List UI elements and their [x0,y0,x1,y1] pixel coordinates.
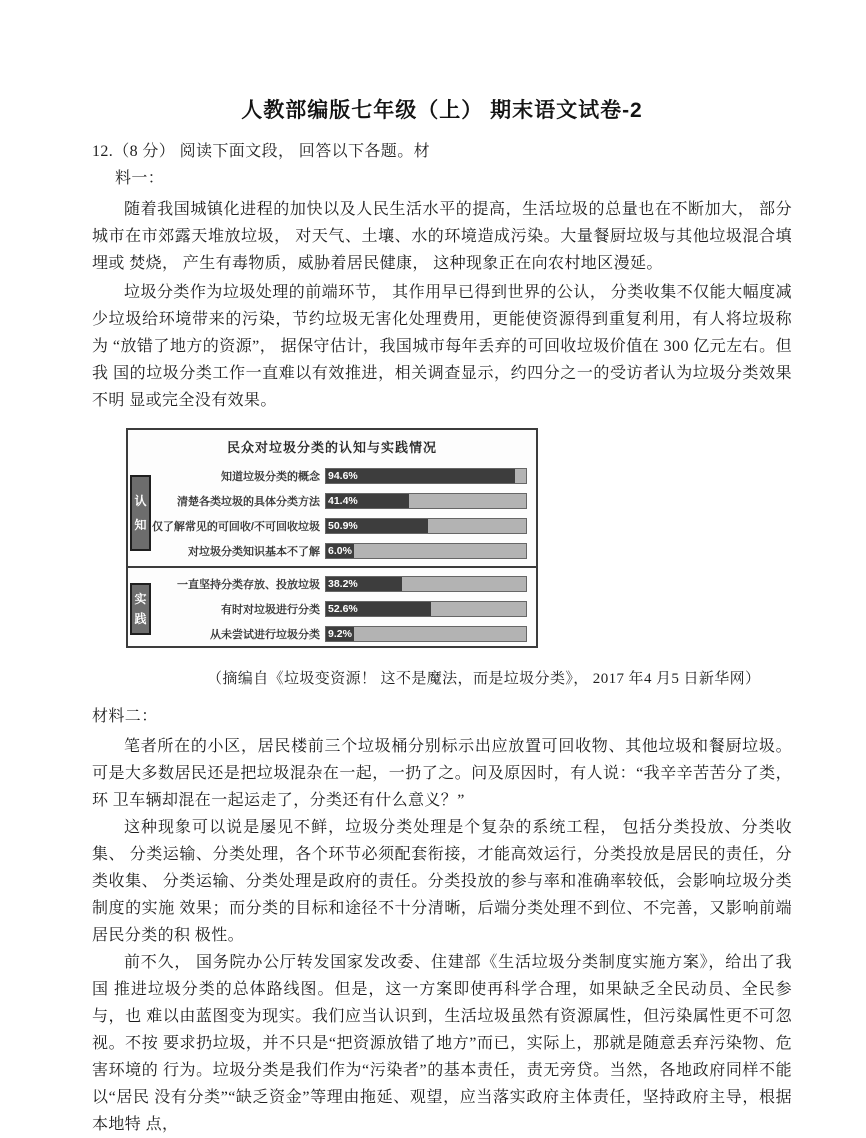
chart-row [152,601,536,617]
chart-row [152,576,536,592]
question-line: 12.（8 分） 阅读下面文段， 回答以下各题。材 [92,143,431,160]
bar-label: 有时对垃圾进行分类 [221,603,320,616]
bar-label: 从未尝试进行垃圾分类 [210,629,320,642]
question-block [92,138,792,192]
bar-label: 一直坚持分类存放、投放垃圾 [177,578,320,591]
group-label-column [128,568,152,650]
bar-value: 6.0% [328,544,352,557]
bar-value: 94.6% [328,469,358,482]
material2-paragraph-1: 笔者所在的小区，居民楼前三个垃圾桶分别标示出应放置可回收物、其他垃圾和餐厨垃圾。可是大多数居民还是把垃圾混杂在一起，一扔了之。问及原因时，有人说：“我辛辛苦苦分了类，环 卫车辆却混在一起运走了，分类还有什么意义？” [92,738,792,809]
bar-track [325,626,527,642]
bar-value: 50.9% [328,519,358,532]
bar-label: 对垃圾分类知识基本不了解 [188,545,320,558]
bar-track [325,468,527,484]
chart-title: 民众对垃圾分类的认知与实践情况 [226,440,437,455]
bar-fill [326,469,515,483]
bar-fill [326,627,354,641]
bar-value: 52.6% [328,602,358,615]
bar-fill [326,494,409,508]
bar-track [325,493,527,509]
chart-row [152,543,536,559]
material2-paragraph-2: 这种现象可以说是屡见不鲜，垃圾分类处理是个复杂的系统工程， 包括分类投放、分类收集、 分类运输、分类处理，各个环节必须配套衔接，才能高效运行，分类投放是居民的责任，分类收集、 分类运输、分类处理是政府的责任。分类投放的参与率和准确率较低，会影响垃圾分类制度的实施 效果；而分类的目标和途径不十分清晰，后端分类处理不到位、不完善，又影响前端居民分类的积 极性。 [92,819,792,944]
chart-group-practice [128,566,536,650]
material2-paragraph-3: 前不久， 国务院办公厅转发国家发改委、住建部《生活垃圾分类制度实施方案》，给出了我国 推进垃圾分类的总体路线图。但是，这一方案即使再科学合理，如果缺乏全民动员、全民参与，也 难以由蓝图变为现实。我们应当认识到，生活垃圾虽然有资源属性，但污染属性更不可忽视。不按 要求扔垃圾，并不只是“把资源放错了地方”而已，实际上，那就是随意丢弃污染物、危害环境的 行为。垃圾分类是我们作为“污染者”的基本责任，责无旁贷。当然，各地政府同样不能以“居民 没有分类”“缺乏资金”等理由拖延、观望，应当落实政府主体责任，坚持政府主导，根据本地特 点， [92,954,792,1133]
bar-label: 知道垃圾分类的概念 [221,470,320,483]
material2-label: 材料二： [92,708,158,725]
material1-label: 料一： [115,170,165,187]
bar-fill [326,602,431,616]
chart-source-citation: （摘编自《垃圾变资源！ 这不是魔法，而是垃圾分类》， 2017 年4 月5 日新华网） [207,671,761,687]
bar-track [325,576,527,592]
chart-row [152,493,536,509]
chart-group-cognition [128,460,536,566]
chart-row [152,626,536,642]
bar-fill [326,544,354,558]
chart-row [152,518,536,534]
chart-rows-practice [152,568,536,650]
bar-value: 9.2% [328,628,352,641]
bar-label: 清楚各类垃圾的具体分类方法 [177,495,320,508]
survey-bar-chart [126,428,538,648]
bar-value: 41.4% [328,494,358,507]
chart-row [152,468,536,484]
bar-label: 仅了解常见的可回收/不可回收垃圾 [151,520,320,533]
group-label-practice: 实践 [130,583,151,635]
material1-paragraph-2: 垃圾分类作为垃圾处理的前端环节， 其作用早已得到世界的公认， 分类收集不仅能大幅度减少垃圾给环境带来的污染，节约垃圾无害化处理费用，更能使资源得到重复利用，有人将垃圾称为 “放错了地方的资源”， 据保守估计，我国城市每年丢弃的可回收垃圾价值在 300 亿元左右。但我 国的垃圾分类工作一直难以有效推进，相关调查显示，约四分之一的受访者认为垃圾分类效果不明 显或完全没有效果。 [92,284,792,409]
bar-track [325,543,527,559]
group-label-cognition: 认知 [130,475,151,551]
bar-track [325,601,527,617]
chart-rows-cognition [152,460,536,566]
bar-fill [326,519,428,533]
group-label-column [128,460,152,566]
bar-value: 38.2% [328,577,358,590]
material1-paragraph-1: 随着我国城镇化进程的加快以及人民生活水平的提高，生活垃圾的总量也在不断加大， 部分城市在市郊露天堆放垃圾， 对天气、土壤、水的环境造成污染。大量餐厨垃圾与其他垃圾混合填埋或 焚烧， 产生有毒物质，威胁着居民健康， 这种现象正在向农村地区漫延。 [92,201,792,272]
bar-track [325,518,527,534]
bar-fill [326,577,402,591]
page-title: 人教部编版七年级（上） 期末语文试卷-2 [241,99,643,122]
